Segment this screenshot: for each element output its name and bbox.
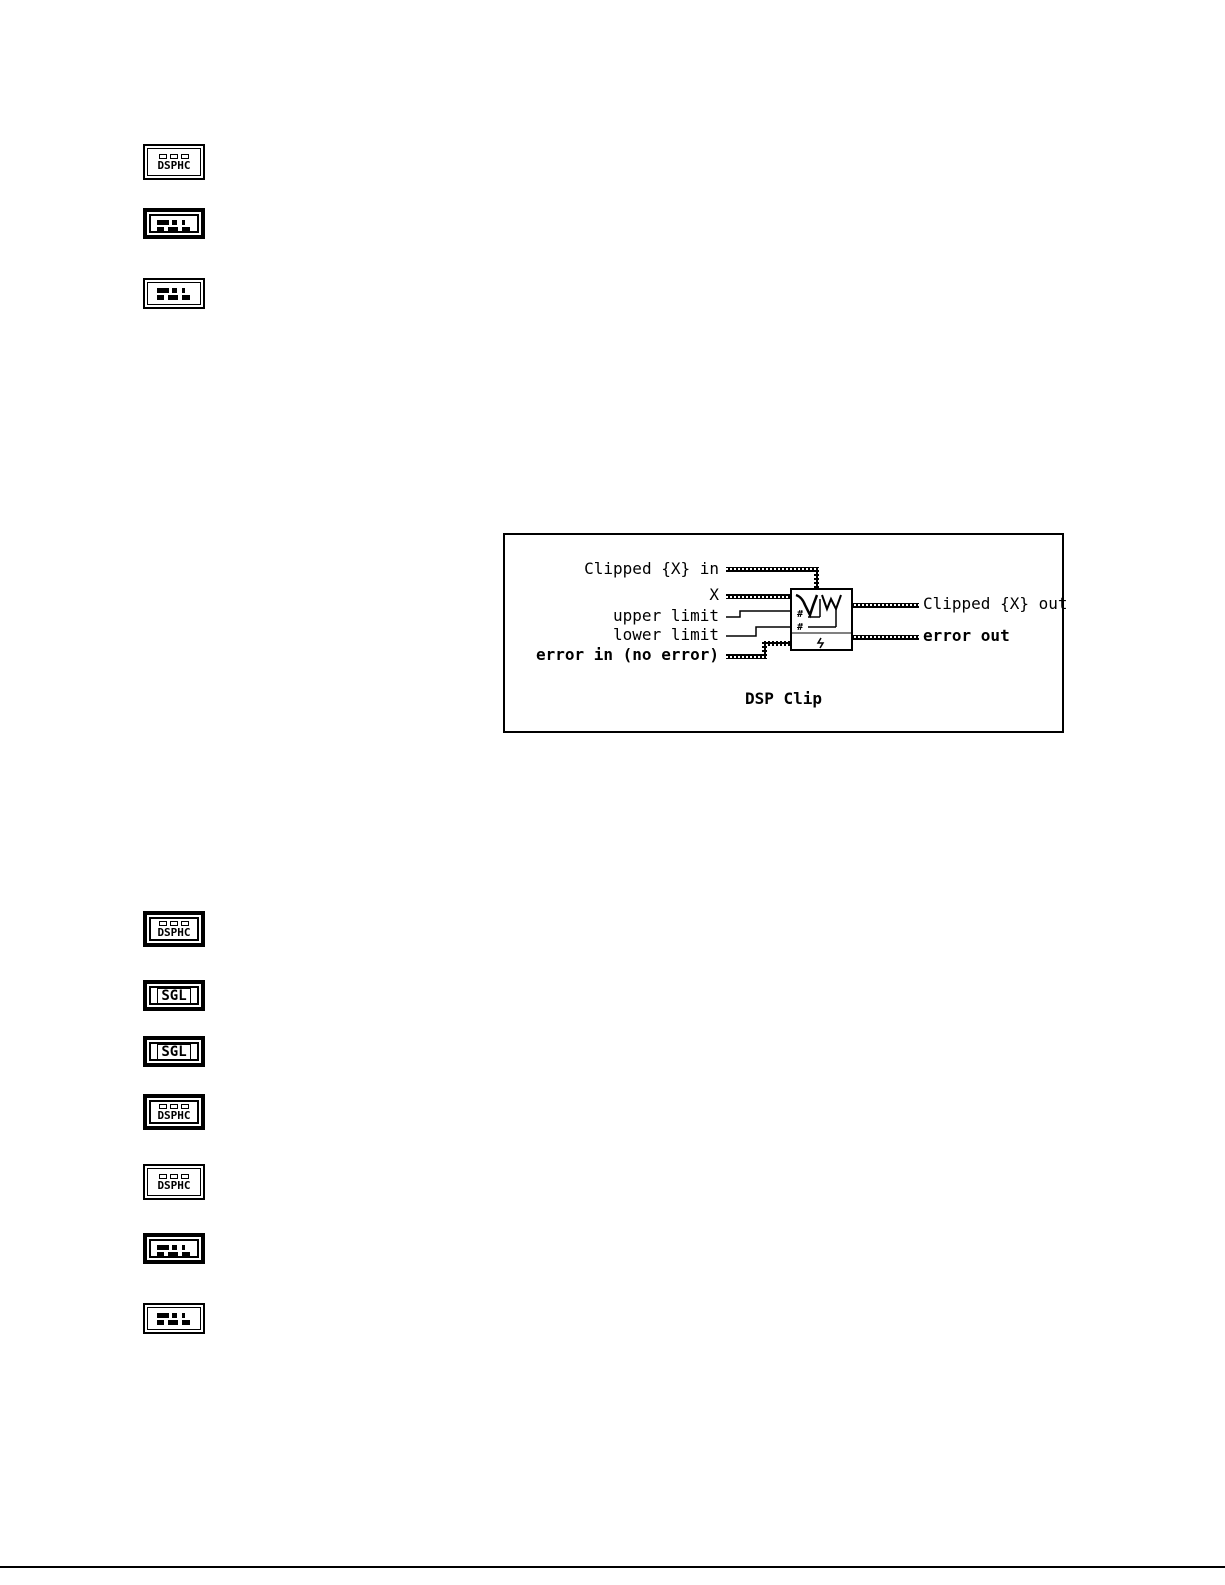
error-cluster-indicator-icon [143,1233,205,1264]
wire-upper-limit [726,611,791,617]
footer-rule [0,1566,1225,1568]
error-out-label: error out [923,626,1010,645]
dsphc-cluster-control-icon [143,1164,205,1200]
dsphc-cluster-indicator-icon [143,1094,205,1130]
clipped-in-label: Clipped {X} in [584,559,719,578]
sgl-indicator-icon [143,1036,205,1067]
clipped-out-label: Clipped {X} out [923,594,1068,613]
x-label: X [709,585,719,604]
wire-clipped-out [852,603,919,608]
dsp-clip-connector-diagram [503,533,1068,733]
diagram-title: DSP Clip [744,689,823,708]
sgl-indicator-icon [143,980,205,1011]
upper-limit-label: upper limit [613,606,719,625]
error-cluster-indicator-icon [143,208,205,239]
dsphc-cluster-indicator-icon [143,911,205,947]
dsphc-label: DSPHC [157,925,191,939]
dsphc-label: DSPHC [157,158,191,172]
sgl-label: SGL [157,988,190,1004]
svg-text:#: # [797,622,804,633]
sgl-label: SGL [157,1044,190,1060]
wire-lower-limit [726,627,791,636]
wire-error-out [852,635,919,640]
wire-x [726,594,791,599]
wire-error-in [726,654,766,659]
wire-clipped-in [726,567,818,572]
error-in-label: error in (no error) [535,645,719,664]
dsphc-label: DSPHC [157,1178,191,1192]
dsphc-cluster-control-icon [143,144,205,180]
lower-limit-label: lower limit [613,625,719,644]
svg-text:#: # [797,609,804,620]
dsphc-label: DSPHC [157,1108,191,1122]
error-cluster-control-icon [143,278,205,309]
error-cluster-control-icon [143,1303,205,1334]
